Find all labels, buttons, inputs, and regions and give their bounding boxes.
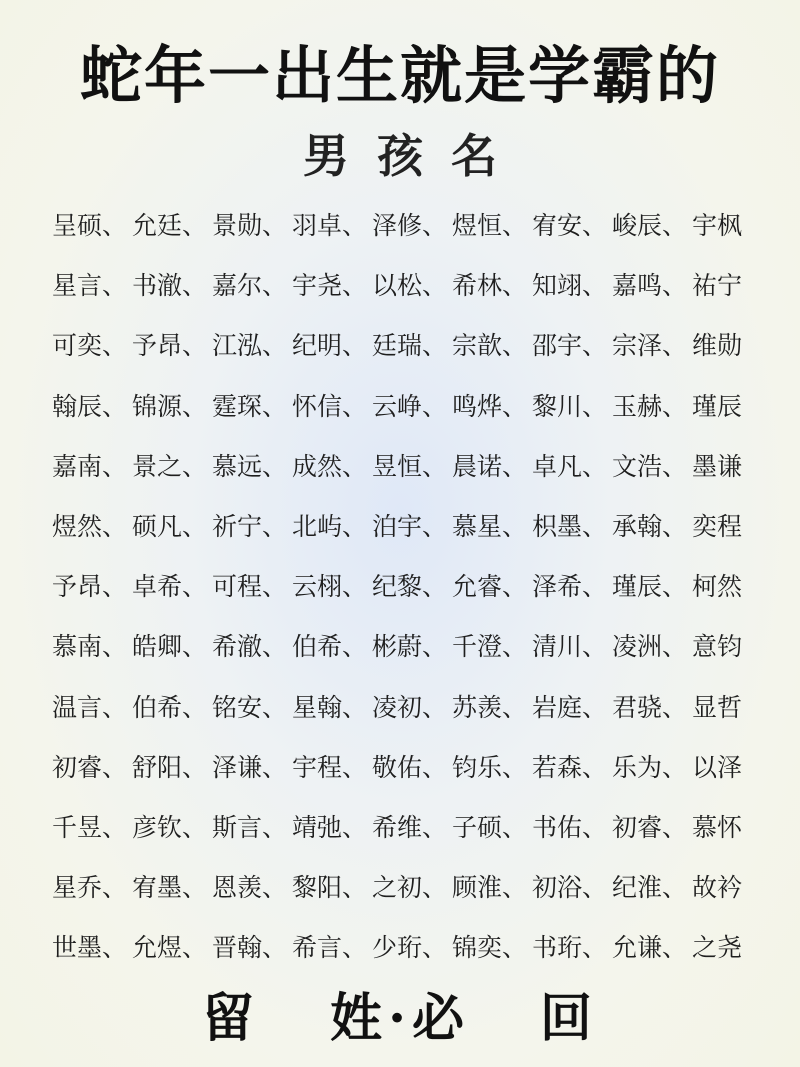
name-item: 墨谦	[692, 451, 743, 481]
name-item: 成然、	[292, 451, 368, 481]
name-item: 子硕、	[452, 812, 528, 842]
name-row	[52, 497, 756, 557]
name-item: 书佑、	[532, 812, 608, 842]
page-subtitle: 男孩名	[303, 129, 525, 183]
name-item: 嘉尔、	[212, 271, 288, 301]
name-item: 星翰、	[292, 692, 368, 722]
name-item: 慕怀	[692, 812, 743, 842]
name-item: 江泓、	[212, 331, 288, 361]
name-item: 允睿、	[452, 572, 528, 602]
name-item: 希澈、	[212, 632, 288, 662]
name-item: 慕远、	[212, 451, 288, 481]
page-title: 蛇年一出生就是学霸的	[79, 39, 720, 112]
name-item: 希维、	[372, 812, 448, 842]
name-item: 峻辰、	[612, 211, 688, 241]
footer-part-3: 回	[540, 988, 599, 1049]
name-item: 以松、	[372, 271, 448, 301]
name-item: 乐为、	[612, 752, 688, 782]
name-item: 翰辰、	[52, 391, 128, 421]
footer-part-2: 姓·必	[329, 988, 471, 1049]
name-row	[52, 798, 756, 858]
name-item: 纪明、	[292, 331, 368, 361]
name-item: 敬佑、	[372, 752, 448, 782]
name-item: 斯言、	[212, 812, 288, 842]
name-item: 意钧	[692, 632, 743, 662]
name-item: 慕南、	[52, 632, 128, 662]
name-item: 北屿、	[292, 512, 368, 542]
name-item: 允谦、	[612, 933, 688, 963]
name-item: 晨诺、	[452, 451, 528, 481]
name-row	[52, 738, 756, 798]
name-item: 鸣烨、	[452, 391, 528, 421]
name-item: 宇尧、	[292, 271, 368, 301]
name-item: 若森、	[532, 752, 608, 782]
name-item: 祐宁	[692, 271, 743, 301]
name-row	[52, 316, 756, 376]
name-item: 维勋	[692, 331, 743, 361]
name-item: 可程、	[212, 572, 288, 602]
name-item: 苏羡、	[452, 692, 528, 722]
name-item: 瑾辰、	[612, 572, 688, 602]
name-item: 卓凡、	[532, 451, 608, 481]
name-item: 泽希、	[532, 572, 608, 602]
name-list	[52, 196, 756, 978]
name-item: 星乔、	[52, 873, 128, 903]
name-item: 允煜、	[132, 933, 208, 963]
name-item: 黎川、	[532, 391, 608, 421]
name-item: 允廷、	[132, 211, 208, 241]
name-item: 怀信、	[292, 391, 368, 421]
name-item: 舒阳、	[132, 752, 208, 782]
name-row	[52, 557, 756, 617]
name-item: 凌初、	[372, 692, 448, 722]
name-item: 晋翰、	[212, 933, 288, 963]
name-item: 凌洲、	[612, 632, 688, 662]
name-item: 皓卿、	[132, 632, 208, 662]
name-item: 可奕、	[52, 331, 128, 361]
name-item: 少珩、	[372, 933, 448, 963]
name-item: 钧乐、	[452, 752, 528, 782]
name-item: 君骁、	[612, 692, 688, 722]
name-row	[52, 918, 756, 978]
name-item: 泽修、	[372, 211, 448, 241]
name-item: 锦源、	[132, 391, 208, 421]
name-item: 嘉南、	[52, 451, 128, 481]
name-item: 昱恒、	[372, 451, 448, 481]
name-item: 温言、	[52, 692, 128, 722]
name-row	[52, 437, 756, 497]
name-item: 之初、	[372, 873, 448, 903]
name-item: 承翰、	[612, 512, 688, 542]
name-item: 铭安、	[212, 692, 288, 722]
name-row	[52, 377, 756, 437]
name-item: 岩庭、	[532, 692, 608, 722]
name-item: 宇枫	[692, 211, 743, 241]
name-item: 清川、	[532, 632, 608, 662]
name-item: 呈硕、	[52, 211, 128, 241]
name-item: 显哲	[692, 692, 743, 722]
name-item: 景之、	[132, 451, 208, 481]
name-item: 宗泽、	[612, 331, 688, 361]
name-item: 云栩、	[292, 572, 368, 602]
name-item: 宥安、	[532, 211, 608, 241]
name-row	[52, 256, 756, 316]
name-item: 初睿、	[52, 752, 128, 782]
name-item: 嘉鸣、	[612, 271, 688, 301]
name-item: 彦钦、	[132, 812, 208, 842]
name-item: 千昱、	[52, 812, 128, 842]
name-item: 玉赫、	[612, 391, 688, 421]
name-item: 书澈、	[132, 271, 208, 301]
name-item: 宇程、	[292, 752, 368, 782]
name-item: 初浴、	[532, 873, 608, 903]
name-item: 祈宁、	[212, 512, 288, 542]
name-item: 霆琛、	[212, 391, 288, 421]
name-item: 泊宇、	[372, 512, 448, 542]
name-item: 书珩、	[532, 933, 608, 963]
name-item: 锦奕、	[452, 933, 528, 963]
name-item: 卓希、	[132, 572, 208, 602]
name-item: 瑾辰	[692, 391, 743, 421]
name-item: 故衿	[692, 873, 743, 903]
name-item: 廷瑞、	[372, 331, 448, 361]
name-row	[52, 678, 756, 738]
name-item: 文浩、	[612, 451, 688, 481]
name-item: 奕程	[692, 512, 743, 542]
footer-slogan	[0, 984, 800, 1054]
name-item: 恩羡、	[212, 873, 288, 903]
name-item: 世墨、	[52, 933, 128, 963]
name-item: 伯希、	[132, 692, 208, 722]
name-item: 硕凡、	[132, 512, 208, 542]
name-item: 羽卓、	[292, 211, 368, 241]
name-item: 煜然、	[52, 512, 128, 542]
name-item: 云峥、	[372, 391, 448, 421]
name-item: 星言、	[52, 271, 128, 301]
name-item: 希言、	[292, 933, 368, 963]
name-item: 柯然	[692, 572, 743, 602]
name-item: 彬蔚、	[372, 632, 448, 662]
name-item: 黎阳、	[292, 873, 368, 903]
name-item: 煜恒、	[452, 211, 528, 241]
name-item: 予昂、	[52, 572, 128, 602]
name-item: 知翊、	[532, 271, 608, 301]
name-item: 伯希、	[292, 632, 368, 662]
name-item: 泽谦、	[212, 752, 288, 782]
name-item: 宥墨、	[132, 873, 208, 903]
name-item: 希林、	[452, 271, 528, 301]
name-item: 初睿、	[612, 812, 688, 842]
name-item: 予昂、	[132, 331, 208, 361]
name-item: 以泽	[692, 752, 743, 782]
name-item: 顾淮、	[452, 873, 528, 903]
name-row	[52, 617, 756, 677]
name-item: 千澄、	[452, 632, 528, 662]
name-item: 宗歆、	[452, 331, 528, 361]
name-item: 纪淮、	[612, 873, 688, 903]
name-item: 之尧	[692, 933, 743, 963]
name-item: 邵宇、	[532, 331, 608, 361]
name-item: 景勋、	[212, 211, 288, 241]
footer-part-1: 留	[201, 988, 260, 1049]
name-row	[52, 196, 756, 256]
name-item: 枳墨、	[532, 512, 608, 542]
name-row	[52, 858, 756, 918]
name-item: 靖弛、	[292, 812, 368, 842]
name-item: 纪黎、	[372, 572, 448, 602]
name-item: 慕星、	[452, 512, 528, 542]
